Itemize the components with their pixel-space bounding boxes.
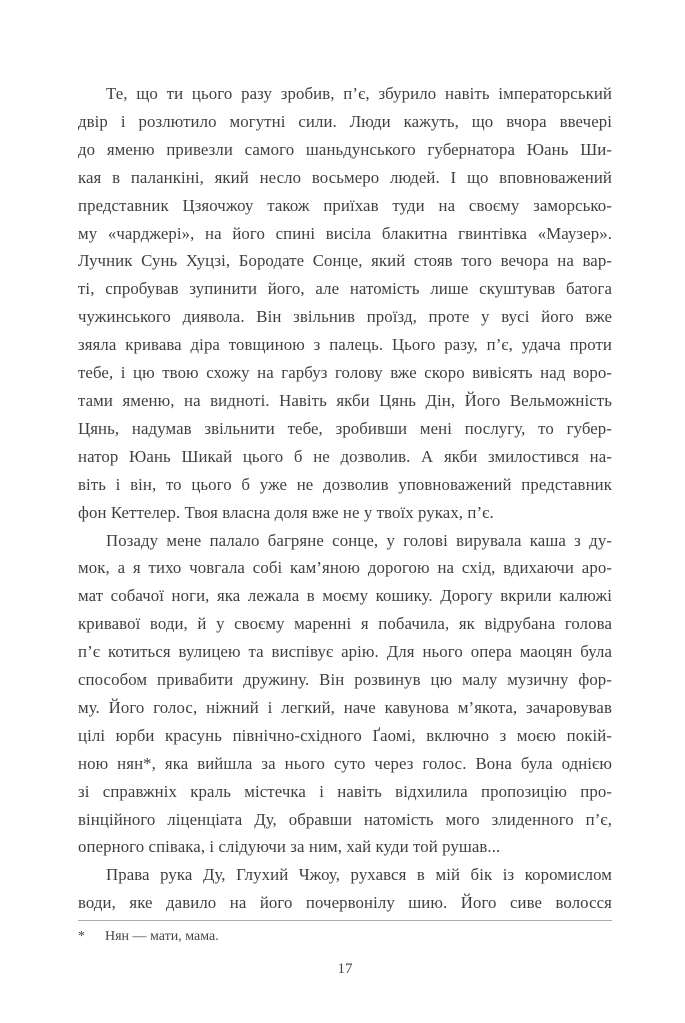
- text-block: [78, 80, 612, 917]
- text-line: Те, що ти цього разу зробив, п’є, збурило навіть імператорський: [106, 84, 612, 103]
- text-line: кривавої води, й у своєму маренні я побачила, як відрубана голова: [78, 614, 612, 634]
- text-line: ті, спробував зупинити його, але натомість лише скуштував батога: [78, 279, 612, 299]
- text-line: натор Юань Шикай цього б не дозволив. А якби змилостився на-: [78, 446, 612, 466]
- footnote-text: Нян — мати, мама.: [105, 929, 219, 944]
- paragraph: [78, 80, 612, 527]
- text-line: цілі юрби красунь північно-східного Ґаомі, включно з моєю покій-: [78, 725, 612, 745]
- footnote: [78, 920, 612, 946]
- text-line: кая в паланкіні, який несло восьмеро людей. І що вповноважений: [78, 167, 612, 187]
- text-line: фон Кеттелер. Твоя власна доля вже не у твоїх руках, п’є.: [78, 502, 494, 522]
- text-line: до яменю привезли самого шаньдунського губернатора Юань Ши-: [78, 139, 612, 159]
- text-line: оперного співака, і слідуючи за ним, хай куди той рушав...: [78, 837, 501, 857]
- page-number: 17: [337, 961, 353, 977]
- text-line: тебе, і цю твою схожу на гарбуз голову вже скоро вивісять над воро-: [78, 363, 612, 383]
- footnote-separator-rule: [78, 920, 612, 921]
- text-line: п’є котиться вулицею та виспівує арію. Для нього опера маоцян була: [78, 642, 612, 662]
- text-line: зі справжніх краль містечка і навіть відхилила пропозицію про-: [78, 781, 612, 801]
- footnote-marker: *: [78, 929, 85, 944]
- text-line: му «чарджері», на його спині висіла блакитна гвинтівка «Маузер».: [78, 223, 612, 243]
- text-line: зяяла кривава діра товщиною з палець. Цього разу, п’є, удача проти: [78, 335, 612, 355]
- text-line: чужинського диявола. Він звільнив проїзд, проте у вусі його вже: [78, 307, 612, 327]
- text-line: двір і розлютило могутні сили. Люди кажуть, що вчора ввечері: [78, 111, 612, 131]
- text-line: Позаду мене палало багряне сонце, у голові вирувала каша з ду-: [106, 530, 612, 550]
- text-line: мок, а я тихо човгала собі кам’яною дорогою на схід, вдихаючи аро-: [78, 558, 612, 578]
- text-line: мат собачої ноги, яка лежала в моєму кошику. Дорогу вкрили калюжі: [78, 586, 612, 606]
- text-line: Права рука Ду, Глухий Чжоу, рухався в мій бік із коромислом: [106, 865, 612, 885]
- text-line: способом привабити дружину. Він розвинув цю малу музичну фор-: [78, 670, 612, 690]
- footnote-line: [78, 928, 612, 946]
- text-line: віть і він, то цього б уже не дозволив уповноважений представник: [78, 474, 612, 494]
- paragraph: [78, 861, 612, 917]
- text-line: вінційного ліценціата Ду, обравши натомість мого злиденного п’є,: [78, 809, 612, 829]
- text-line: ною нян*, яка вийшла за нього суто через голос. Вона була однією: [78, 753, 612, 773]
- text-line: му. Його голос, ніжний і легкий, наче кавунова м’якота, зачаровував: [78, 697, 612, 717]
- text-line: представник Цзяочжоу також приїхав туди на своєму заморсько-: [78, 195, 612, 215]
- text-line: води, яке давило на його почервонілу шию. Його сиве волосся: [78, 893, 612, 913]
- paragraph: [78, 527, 612, 862]
- text-line: тами яменю, на видноті. Навіть якби Цянь Дін, Його Вельможність: [78, 390, 612, 410]
- text-line: Цянь, надумав звільнити тебе, зробивши мені послугу, то губер-: [78, 418, 612, 438]
- text-line: Лучник Сунь Хуцзі, Бородате Сонце, який стояв того вечора на вар-: [78, 251, 612, 271]
